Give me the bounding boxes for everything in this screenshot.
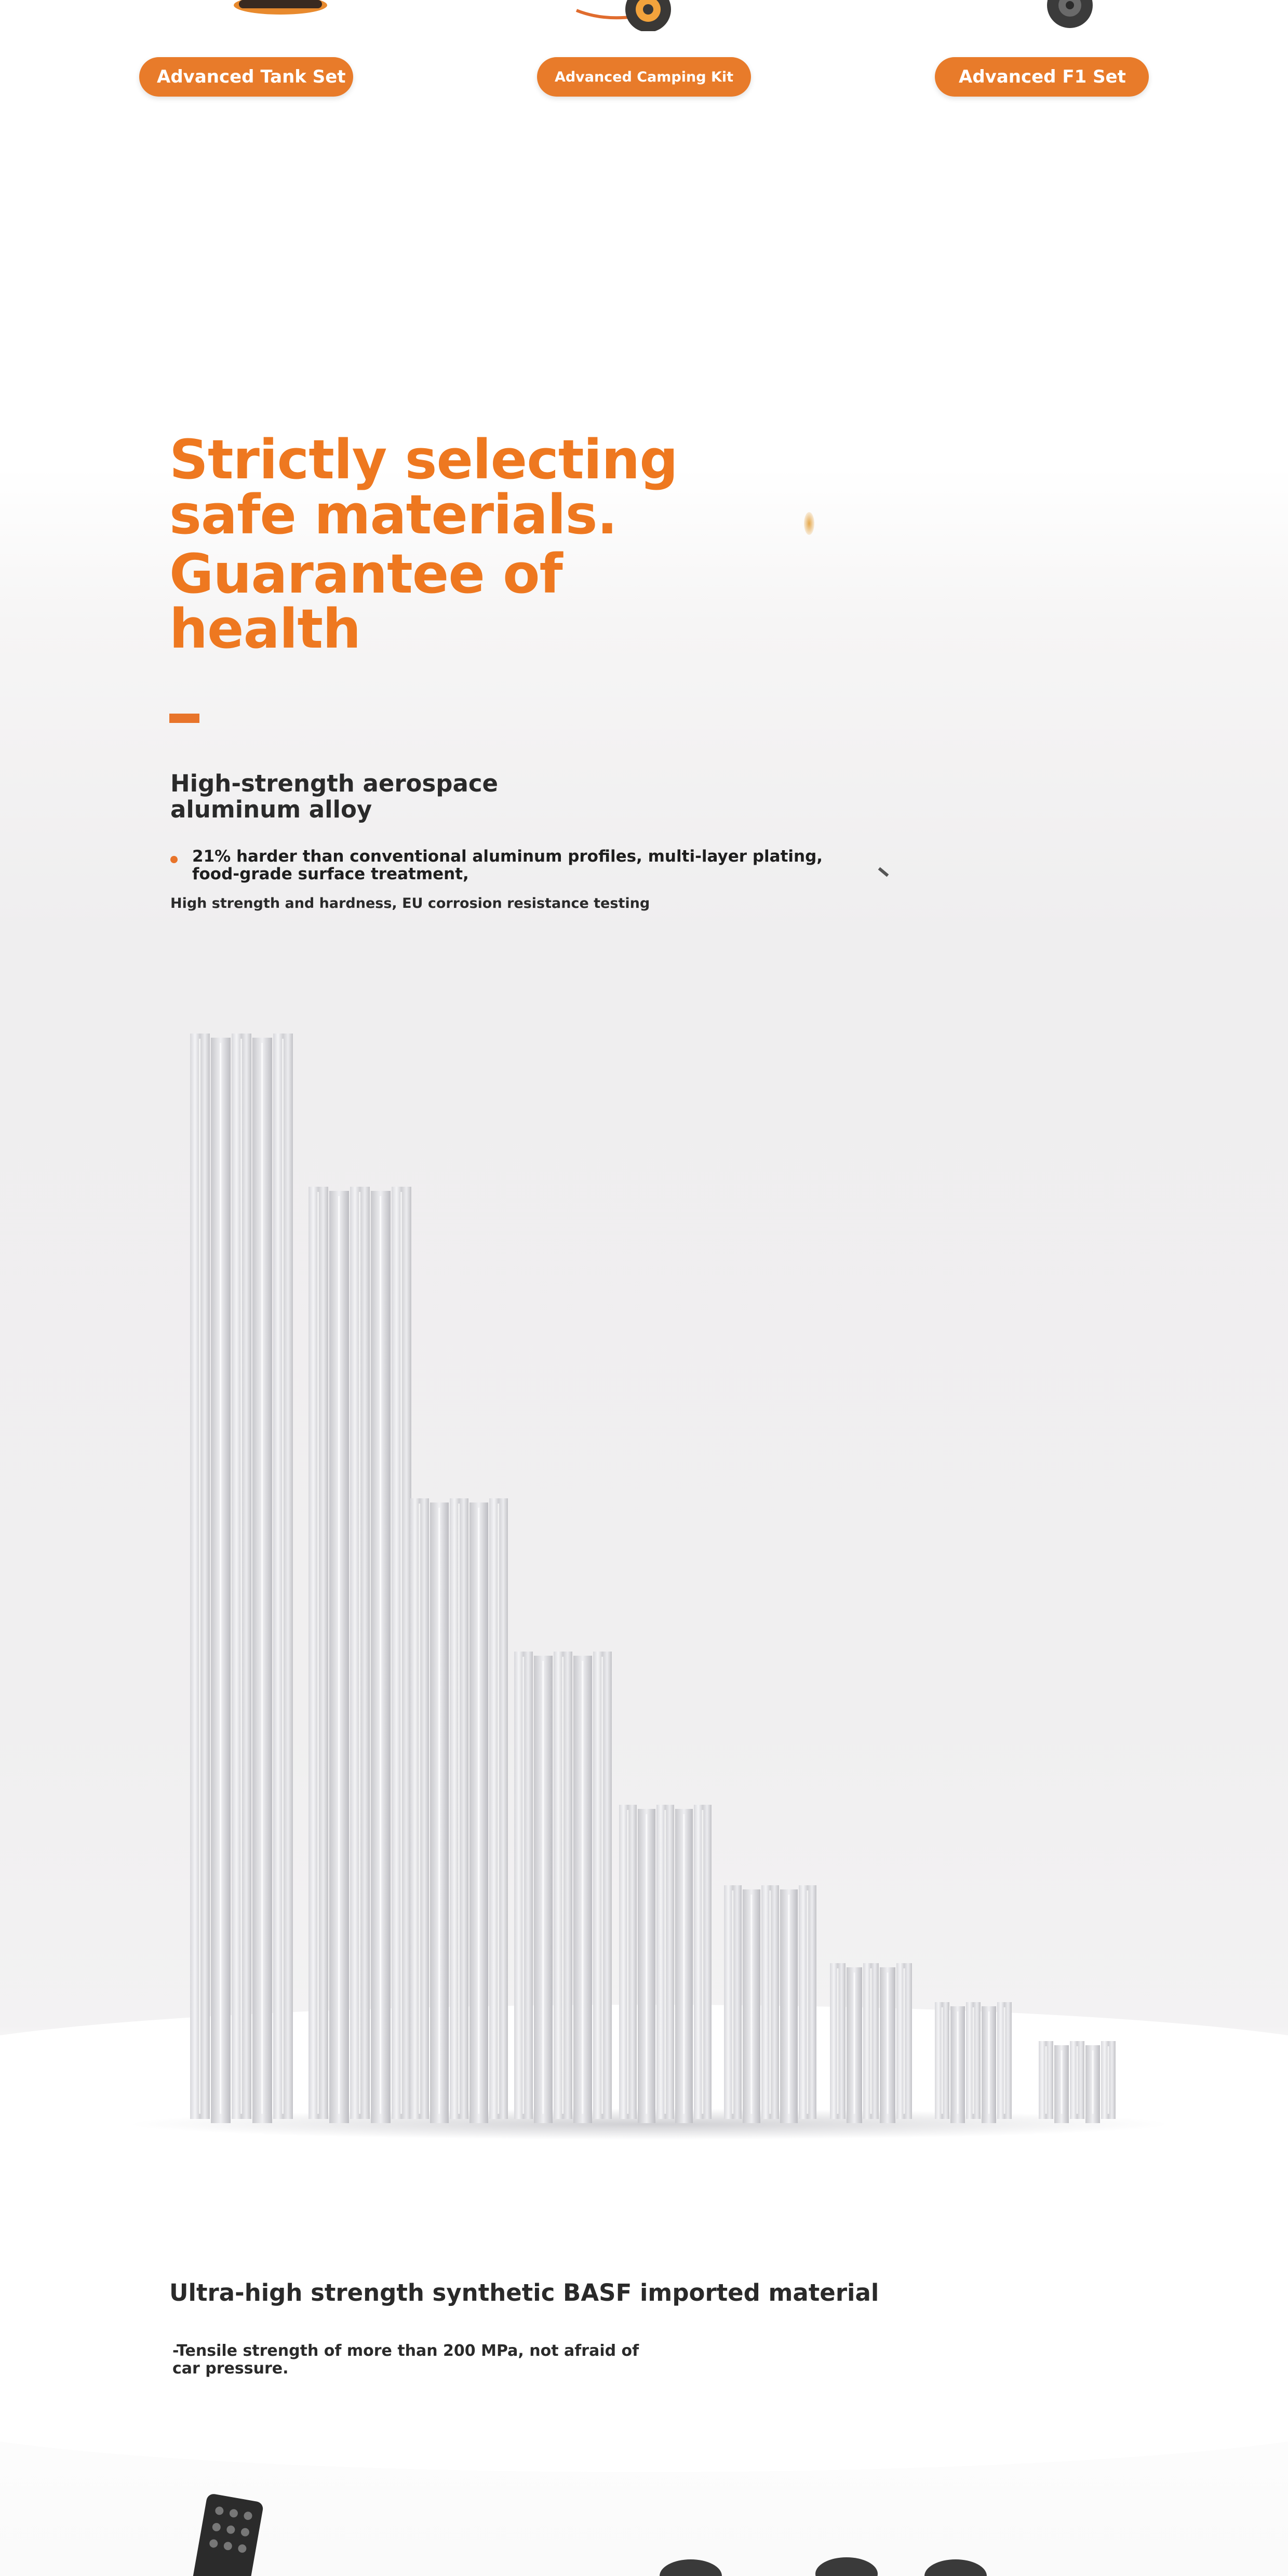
bar-highlight	[664, 1810, 666, 2114]
bar-highlight	[646, 1814, 647, 2114]
bar-highlight	[807, 1890, 808, 2114]
bar-highlight	[582, 1661, 583, 2114]
bar-highlight	[750, 1895, 752, 2114]
bar-highlight	[1061, 2050, 1063, 2114]
bar-highlight	[419, 1504, 420, 2114]
bar-highlight	[1108, 2046, 1109, 2114]
bar-highlight	[1092, 2050, 1094, 2114]
advanced-tank-set-button[interactable]: Advanced Tank Set	[139, 57, 353, 97]
bar-highlight	[837, 1968, 839, 2114]
tank-kit-image	[218, 0, 343, 16]
headline-line-2: Guarantee of health	[169, 542, 562, 661]
connector-plate-image	[190, 2493, 264, 2576]
decorative-mark	[878, 867, 889, 877]
bar-highlight	[957, 2011, 959, 2114]
bar-highlight	[601, 1657, 603, 2114]
bar-highlight	[199, 1039, 200, 2114]
bar-highlight	[458, 1504, 460, 2114]
advanced-f1-set-button[interactable]: Advanced F1 Set	[935, 57, 1149, 97]
bullet-dot-icon	[170, 856, 178, 863]
bar-highlight	[973, 2007, 974, 2114]
bar-highlight	[220, 1043, 221, 2114]
hero-headline	[169, 428, 844, 661]
bar-highlight	[683, 1814, 685, 2114]
bar-highlight	[1004, 2007, 1005, 2114]
advanced-camping-kit-button[interactable]: Advanced Camping Kit	[537, 57, 751, 97]
bar-highlight	[887, 1973, 889, 2114]
accent-divider	[169, 714, 199, 723]
bar-highlight	[870, 1968, 872, 2114]
bar-highlight	[478, 1508, 479, 2114]
headline-line-1: Strictly selecting safe materials.	[169, 428, 678, 546]
bar-highlight	[542, 1661, 544, 2114]
corrosion-test-text: High strength and hardness, EU corrosion resistance testing	[170, 895, 650, 911]
bar-highlight	[400, 1192, 402, 2114]
bottom-product-images	[0, 2483, 1288, 2576]
bar-highlight	[240, 1039, 242, 2114]
bar-highlight	[438, 1508, 440, 2114]
bar-highlight	[942, 2007, 943, 2114]
aluminum-profiles-image	[0, 987, 1288, 2161]
bar-highlight	[562, 1657, 564, 2114]
bar-highlight	[769, 1890, 771, 2114]
bar-highlight	[359, 1192, 360, 2114]
tensile-strength-text: -Tensile strength of more than 200 MPa, not afraid of car pressure.	[172, 2342, 639, 2378]
bar-highlight	[338, 1196, 340, 2114]
aluminum-alloy-title: High-strength aerospace aluminum alloy	[170, 770, 499, 823]
hardness-bullet-text: 21% harder than conventional aluminum profiles, multi-layer plating, food-grade surface treatment,	[192, 847, 823, 883]
bar-highlight	[732, 1890, 733, 2114]
camping-kit-image	[571, 0, 686, 31]
bar-highlight	[317, 1192, 319, 2114]
bar-highlight	[1077, 2046, 1078, 2114]
bar-highlight	[261, 1043, 263, 2114]
hardness-bullet	[170, 848, 871, 883]
wheel-image	[815, 2557, 878, 2576]
bar-highlight	[854, 1973, 855, 2114]
wheel-image	[660, 2559, 722, 2576]
bar-highlight	[988, 2011, 990, 2114]
bar-highlight	[282, 1039, 284, 2114]
bar-highlight	[522, 1657, 524, 2114]
bar-highlight	[788, 1895, 789, 2114]
bar-highlight	[1045, 2046, 1047, 2114]
bar-highlight	[627, 1810, 628, 2114]
wheel-image	[924, 2559, 987, 2576]
f1-kit-image	[1034, 0, 1106, 31]
kit-selector-strip	[0, 0, 1288, 125]
decorative-highlight	[804, 512, 814, 535]
basf-material-title: Ultra-high strength synthetic BASF imported material	[169, 2279, 894, 2306]
bar-highlight	[380, 1196, 381, 2114]
bar-highlight	[702, 1810, 703, 2114]
bar-highlight	[498, 1504, 499, 2114]
bar-highlight	[904, 1968, 905, 2114]
